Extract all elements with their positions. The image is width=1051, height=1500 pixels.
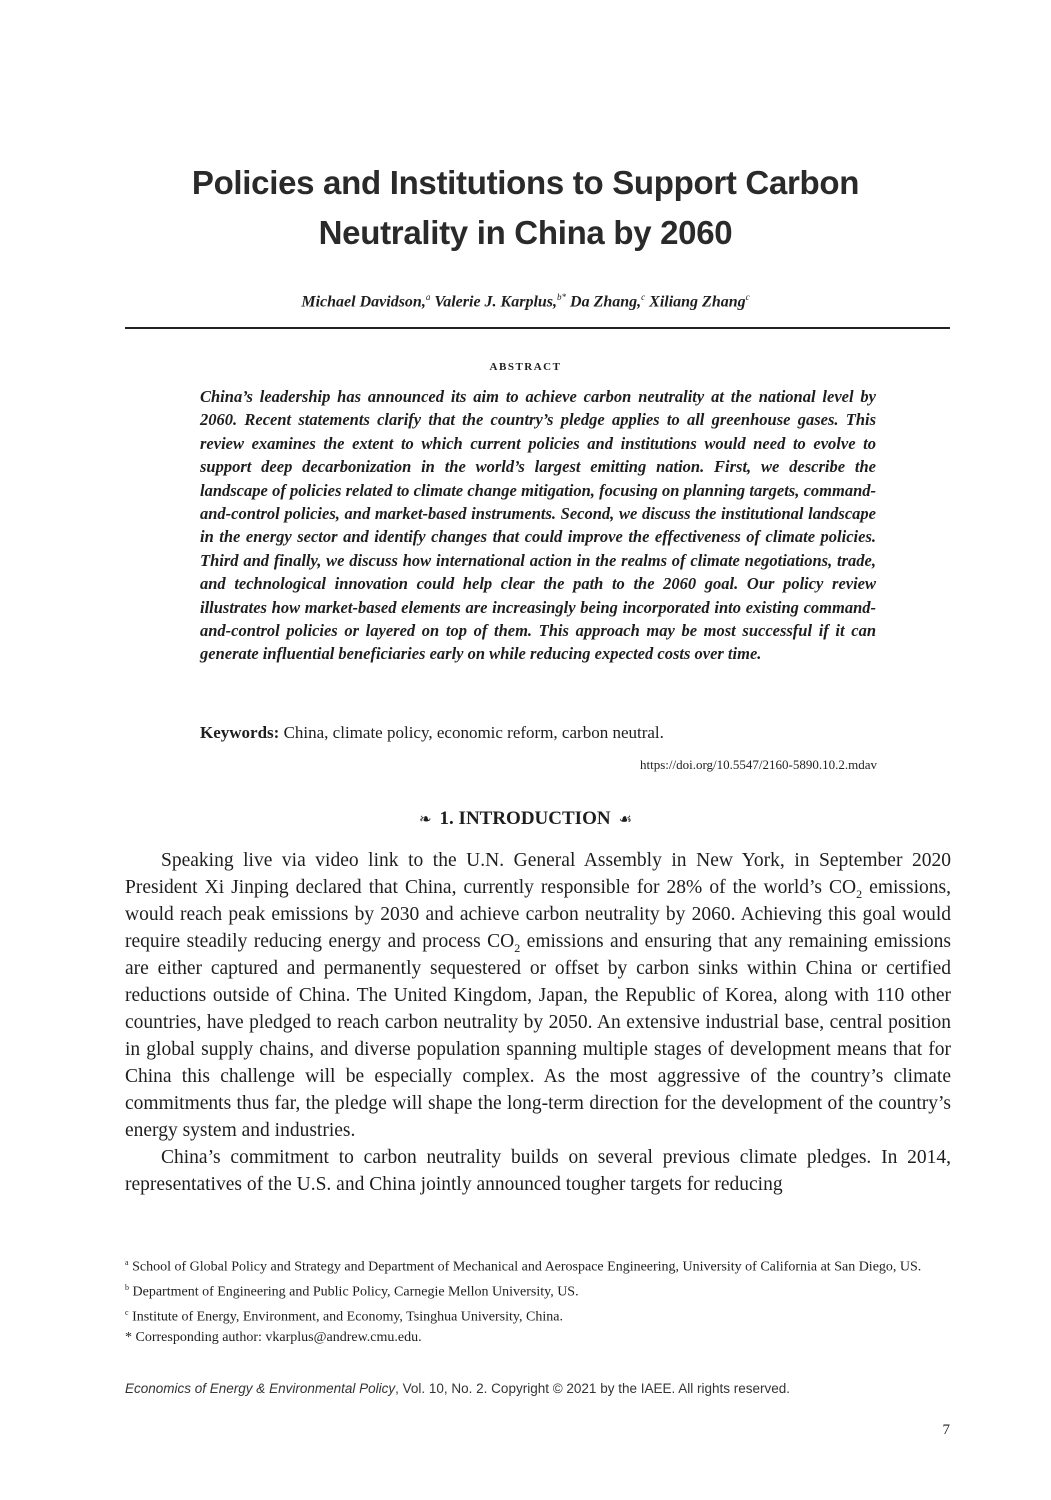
keywords-label: Keywords: (200, 723, 280, 742)
abstract-heading: ABSTRACT (489, 361, 562, 373)
subscript: 2 (514, 940, 521, 955)
footnote-mark: a (125, 1258, 129, 1267)
footnote-mark: * (125, 1330, 132, 1346)
paragraph (125, 847, 951, 1144)
author-name: Da Zhang, (570, 293, 642, 311)
paragraph-text: emissions, would reach peak emissions by 2030 and achieve carbon neutrality by 2060. Achieving this goal would require steadily reducing energy and process CO (125, 877, 951, 952)
footnote-mark: c (125, 1308, 129, 1318)
footnote-mark: b (125, 1283, 129, 1293)
paragraph-text: Speaking live via video link to the U.N. General Assembly in New York, in September 2020 President Xi Jinping declared that China, currently responsible for 28% of the world’s CO (125, 850, 951, 898)
subscript: 2 (856, 886, 863, 901)
paragraph: China’s commitment to carbon neutrality builds on several previous climate pledges. In 2014, representatives of the U.S. and China jointly announced tougher targets for reducing (125, 1147, 951, 1195)
journal-footer (125, 1381, 951, 1396)
doi-link[interactable]: https://doi.org/10.5547/2160-5890.10.2.mdav (639, 757, 877, 772)
abstract-text: China’s leadership has announced its aim to achieve carbon neutrality at the national level by 2060. Recent statements clarify that the country’s pledge applies to all greenhouse gases. This review examines the extent to which current policies and institutions would need to evolve to support deep decarbonization in the world’s largest emitting nation. First, we describe the landscape of policies related to climate change mitigation, focusing on planning targets, command-and-control policies, and market-based instruments. Second, we discuss the institutional landscape in the energy sector and identify changes that could improve the effectiveness of climate policies. Third and finally, we discuss how international action in the realms of climate negotiations, trade, and technological innovation could help clear the path to the 2060 goal. Our policy review illustrates how market-based elements are increasingly being incorporated into existing command-and-control policies or layered on top of them. This approach may be most successful if it can generate influential beneficiaries early on while reducing expected costs over time. (200, 387, 876, 664)
author-list (0, 292, 1051, 311)
affiliation-mark: b* (557, 292, 567, 302)
title-line-1: Policies and Institutions to Support Carbon (191, 164, 860, 201)
author-name: Michael Davidson, (301, 293, 426, 311)
fleuron-left-icon: ❧ (418, 812, 432, 828)
page-number: 7 (942, 1422, 950, 1438)
journal-name: Economics of Energy & Environmental Policy (125, 1381, 396, 1396)
footnote (125, 1303, 951, 1328)
author-name: Xiliang Zhang (649, 293, 746, 311)
article-title (0, 158, 1051, 258)
fleuron-right-icon: ☙ (618, 812, 633, 828)
affiliation-mark: c (745, 292, 750, 302)
footnote (125, 1253, 951, 1278)
footnote-text: Department of Engineering and Public Policy, Carnegie Mellon University, US. (132, 1284, 579, 1300)
copyright-text: , Vol. 10, No. 2. Copyright © 2021 by the IAEE. All rights reserved. (395, 1381, 791, 1396)
title-line-2: Neutrality in China by 2060 (318, 214, 733, 251)
affiliation-mark: c (641, 292, 646, 302)
section-title: 1. INTRODUCTION (439, 808, 611, 829)
footnote-text: Corresponding author: vkarplus@andrew.cmu.edu. (135, 1330, 422, 1346)
paragraph-text: emissions and ensuring that any remaining emissions are either captured and permanently sequestered or offset by carbon sinks within China or certified reductions outside of China. The United Kingdom, Japan, the Republic of Korea, along with 110 other countries, have pledged to reach carbon neutrality by 2050. An extensive industrial base, central position in global supply chains, and diverse population spanning multiple stages of development means that for China this challenge will be especially complex. As the most aggressive of the country’s climate commitments thus far, the pledge will shape the long-term direction for the development of the country’s energy system and industries. (125, 931, 951, 1141)
header-rule (125, 327, 950, 329)
body-text (125, 847, 951, 1198)
footnote-text: Institute of Energy, Environment, and Economy, Tsinghua University, China. (132, 1309, 563, 1325)
keywords-list: China, climate policy, economic reform, carbon neutral. (283, 723, 664, 742)
footnote (125, 1328, 951, 1349)
section-heading (0, 808, 1051, 830)
footnotes (125, 1253, 951, 1349)
keywords (200, 723, 876, 743)
footnote-text: School of Global Policy and Strategy and Department of Mechanical and Aerospace Engineering, University of California at San Diego, US. (132, 1259, 922, 1275)
footnote (125, 1278, 951, 1303)
author-name: Valerie J. Karplus, (434, 293, 558, 311)
affiliation-mark: a (425, 292, 431, 302)
